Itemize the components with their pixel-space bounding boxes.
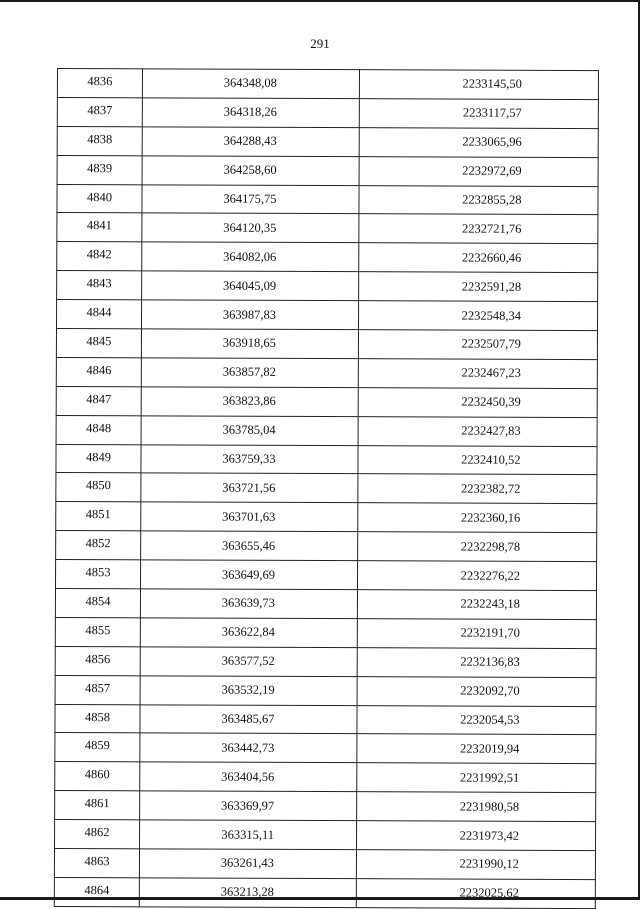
y-coordinate-cell: 2231990,12 bbox=[356, 850, 595, 880]
table-row bbox=[57, 126, 598, 157]
point-number-cell: 4837 bbox=[57, 97, 142, 126]
x-coordinate-cell: 363987,83 bbox=[141, 300, 358, 330]
y-coordinate-cell: 2232591,28 bbox=[359, 272, 598, 302]
x-coordinate-cell: 363404,56 bbox=[140, 762, 357, 792]
y-coordinate-cell: 2232721,76 bbox=[359, 214, 598, 244]
x-coordinate-cell: 363442,73 bbox=[140, 733, 357, 763]
table-row bbox=[55, 820, 596, 851]
y-coordinate-cell: 2233117,57 bbox=[359, 99, 598, 129]
y-coordinate-cell: 2232243,18 bbox=[357, 590, 596, 620]
coordinates-table-body bbox=[54, 69, 598, 909]
y-coordinate-cell: 2232054,53 bbox=[357, 705, 596, 735]
y-coordinate-cell: 2232467,23 bbox=[358, 359, 597, 389]
x-coordinate-cell: 364258,60 bbox=[142, 155, 359, 185]
x-coordinate-cell: 364082,06 bbox=[142, 242, 359, 272]
y-coordinate-cell: 2232136,83 bbox=[357, 647, 596, 677]
point-number-cell: 4844 bbox=[56, 300, 141, 329]
x-coordinate-cell: 363918,65 bbox=[141, 329, 358, 359]
point-number-cell: 4838 bbox=[57, 126, 142, 155]
x-coordinate-cell: 363701,63 bbox=[141, 502, 358, 532]
table-row bbox=[55, 762, 596, 793]
point-number-cell: 4850 bbox=[56, 473, 141, 502]
point-number-cell: 4848 bbox=[56, 415, 141, 444]
point-number-cell: 4846 bbox=[56, 357, 141, 386]
x-coordinate-cell: 363785,04 bbox=[141, 416, 358, 446]
table-row bbox=[56, 531, 597, 562]
y-coordinate-cell: 2231973,42 bbox=[357, 821, 596, 851]
table-row bbox=[57, 155, 598, 186]
y-coordinate-cell: 2232507,79 bbox=[358, 330, 597, 360]
table-row bbox=[55, 791, 596, 822]
table-row bbox=[57, 184, 598, 215]
table-row bbox=[55, 733, 596, 764]
y-coordinate-cell: 2232548,34 bbox=[358, 301, 597, 331]
table-row bbox=[57, 97, 598, 128]
x-coordinate-cell: 363622,84 bbox=[140, 618, 357, 648]
x-coordinate-cell: 363639,73 bbox=[140, 589, 357, 619]
table-row bbox=[57, 69, 598, 100]
table-row bbox=[54, 877, 595, 908]
point-number-cell: 4857 bbox=[55, 675, 140, 704]
y-coordinate-cell: 2232360,16 bbox=[358, 503, 597, 533]
y-coordinate-cell: 2232427,83 bbox=[358, 416, 597, 446]
point-number-cell: 4859 bbox=[55, 733, 140, 762]
table-row bbox=[56, 386, 597, 417]
table-row bbox=[57, 271, 598, 302]
y-coordinate-cell: 2232450,39 bbox=[358, 387, 597, 417]
x-coordinate-cell: 363485,67 bbox=[140, 704, 357, 734]
table-row bbox=[55, 646, 596, 677]
x-coordinate-cell: 363759,33 bbox=[141, 444, 358, 474]
y-coordinate-cell: 2232855,28 bbox=[359, 185, 598, 215]
table-row bbox=[54, 849, 595, 880]
y-coordinate-cell: 2232382,72 bbox=[358, 474, 597, 504]
x-coordinate-cell: 364175,75 bbox=[142, 184, 359, 214]
y-coordinate-cell: 2231992,51 bbox=[357, 763, 596, 793]
point-number-cell: 4855 bbox=[55, 617, 140, 646]
y-coordinate-cell: 2232298,78 bbox=[358, 532, 597, 562]
x-coordinate-cell: 363649,69 bbox=[141, 560, 358, 590]
y-coordinate-cell: 2232410,52 bbox=[358, 445, 597, 475]
coordinates-table-wrapper bbox=[54, 68, 599, 909]
point-number-cell: 4851 bbox=[56, 502, 141, 531]
x-coordinate-cell: 363823,86 bbox=[141, 387, 358, 417]
point-number-cell: 4845 bbox=[56, 329, 141, 358]
point-number-cell: 4842 bbox=[57, 242, 142, 271]
x-coordinate-cell: 364318,26 bbox=[142, 98, 359, 128]
y-coordinate-cell: 2232092,70 bbox=[357, 676, 596, 706]
x-coordinate-cell: 364045,09 bbox=[142, 271, 359, 301]
table-row bbox=[55, 617, 596, 648]
table-row bbox=[56, 300, 597, 331]
x-coordinate-cell: 363532,19 bbox=[140, 676, 357, 706]
x-coordinate-cell: 363577,52 bbox=[140, 647, 357, 677]
table-row bbox=[55, 589, 596, 620]
x-coordinate-cell: 364288,43 bbox=[142, 127, 359, 157]
coordinates-table bbox=[54, 68, 599, 909]
table-row bbox=[55, 675, 596, 706]
point-number-cell: 4839 bbox=[57, 155, 142, 184]
x-coordinate-cell: 363261,43 bbox=[139, 849, 356, 879]
y-coordinate-cell: 2232660,46 bbox=[359, 243, 598, 273]
table-row bbox=[56, 502, 597, 533]
table-row bbox=[57, 213, 598, 244]
point-number-cell: 4860 bbox=[55, 762, 140, 791]
page-number: 291 bbox=[310, 36, 330, 51]
y-coordinate-cell: 2233065,96 bbox=[359, 127, 598, 157]
x-coordinate-cell: 363213,28 bbox=[139, 878, 356, 908]
y-coordinate-cell: 2232025,62 bbox=[356, 879, 595, 909]
table-row bbox=[56, 329, 597, 360]
y-coordinate-cell: 2232972,69 bbox=[359, 156, 598, 186]
point-number-cell: 4841 bbox=[57, 213, 142, 242]
table-row bbox=[56, 444, 597, 475]
point-number-cell: 4852 bbox=[56, 531, 141, 560]
point-number-cell: 4858 bbox=[55, 704, 140, 733]
table-row bbox=[56, 473, 597, 504]
point-number-cell: 4836 bbox=[57, 69, 142, 98]
x-coordinate-cell: 363655,46 bbox=[141, 531, 358, 561]
x-coordinate-cell: 364120,35 bbox=[142, 213, 359, 243]
point-number-cell: 4854 bbox=[55, 589, 140, 618]
x-coordinate-cell: 364348,08 bbox=[142, 69, 359, 99]
table-row bbox=[56, 415, 597, 446]
point-number-cell: 4861 bbox=[55, 791, 140, 820]
point-number-cell: 4862 bbox=[55, 820, 140, 849]
point-number-cell: 4847 bbox=[56, 386, 141, 415]
table-row bbox=[55, 704, 596, 735]
table-row bbox=[56, 357, 597, 388]
point-number-cell: 4849 bbox=[56, 444, 141, 473]
y-coordinate-cell: 2232019,94 bbox=[357, 734, 596, 764]
y-coordinate-cell: 2232191,70 bbox=[357, 619, 596, 649]
x-coordinate-cell: 363721,56 bbox=[141, 473, 358, 503]
scan-edge-top bbox=[0, 0, 640, 2]
y-coordinate-cell: 2231980,58 bbox=[357, 792, 596, 822]
point-number-cell: 4864 bbox=[54, 877, 139, 906]
y-coordinate-cell: 2232276,22 bbox=[357, 561, 596, 591]
x-coordinate-cell: 363369,97 bbox=[140, 791, 357, 821]
y-coordinate-cell: 2233145,50 bbox=[359, 70, 598, 100]
point-number-cell: 4856 bbox=[55, 646, 140, 675]
point-number-cell: 4843 bbox=[57, 271, 142, 300]
point-number-cell: 4840 bbox=[57, 184, 142, 213]
point-number-cell: 4863 bbox=[54, 849, 139, 878]
table-row bbox=[57, 242, 598, 273]
point-number-cell: 4853 bbox=[56, 560, 141, 589]
x-coordinate-cell: 363857,82 bbox=[141, 358, 358, 388]
x-coordinate-cell: 363315,11 bbox=[140, 820, 357, 850]
table-row bbox=[56, 560, 597, 591]
